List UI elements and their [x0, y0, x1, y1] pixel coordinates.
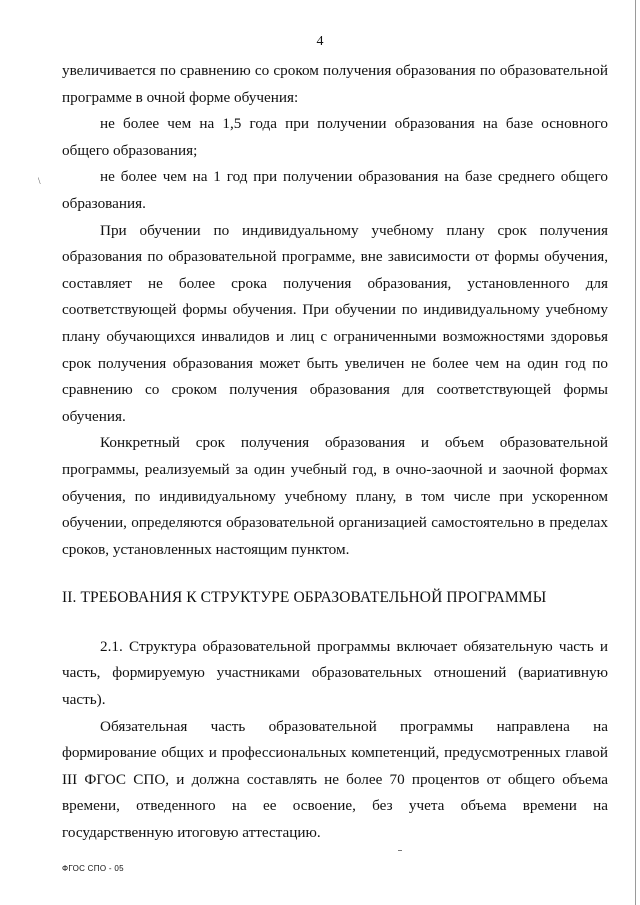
page-content	[62, 58, 608, 847]
paragraph-mandatory-part: Обязательная часть образовательной программы направлена на формирование общих и профессиональных компетенций, предусмотренных главой III ФГОС СПО, и должна составлять не более 70 процентов от общего объема времени, отведенного на ее освоение, без учета объема времени на государственную итоговую аттестацию.	[62, 717, 608, 842]
page-number: 4	[316, 34, 324, 49]
paragraph-secondary-general: не более чем на 1 год при получении образования на базе среднего общего образования.	[62, 168, 608, 212]
paragraph-basic-general: не более чем на 1,5 года при получении образования на базе основного общего образования;	[62, 115, 608, 159]
paragraph-structure-2-1: 2.1. Структура образовательной программы включает обязательную часть и часть, формируемую участниками образовательных отношений (вариативную часть).	[62, 637, 608, 709]
scan-edge-line	[635, 0, 636, 905]
paragraph-continuation: увеличивается по сравнению со сроком получения образования по образовательной программе в очной форме обучения:	[62, 62, 608, 106]
paragraph-individual-plan: При обучении по индивидуальному учебному плану срок получения образования по образовательной программе, вне зависимости от формы обучения, составляет не более срока получения образования, установленного для соответствующей формы обучения. При обучении по индивидуальному учебному плану обучающихся инвалидов и лиц с ограниченными возможностями здоровья срок получения образования может быть увеличен не более чем на один год по сравнению со сроком получения образования для соответствующей формы обучения.	[62, 221, 608, 425]
scan-artifact-dot	[398, 850, 402, 851]
section-heading: II. ТРЕБОВАНИЯ К СТРУКТУРЕ ОБРАЗОВАТЕЛЬНОЙ ПРОГРАММЫ	[62, 589, 547, 607]
page-footer: ФГОС СПО - 05	[62, 864, 124, 873]
scan-artifact-mark: \	[38, 176, 41, 186]
paragraph-specific-term: Конкретный срок получения образования и объем образовательной программы, реализуемый за один учебный год, в очно-заочной и заочной формах обучения, по индивидуальному учебному плану, в том числе при ускоренном обучении, определяются образовательной организацией самостоятельно в пределах сроков, установленных настоящим пунктом.	[62, 434, 608, 558]
